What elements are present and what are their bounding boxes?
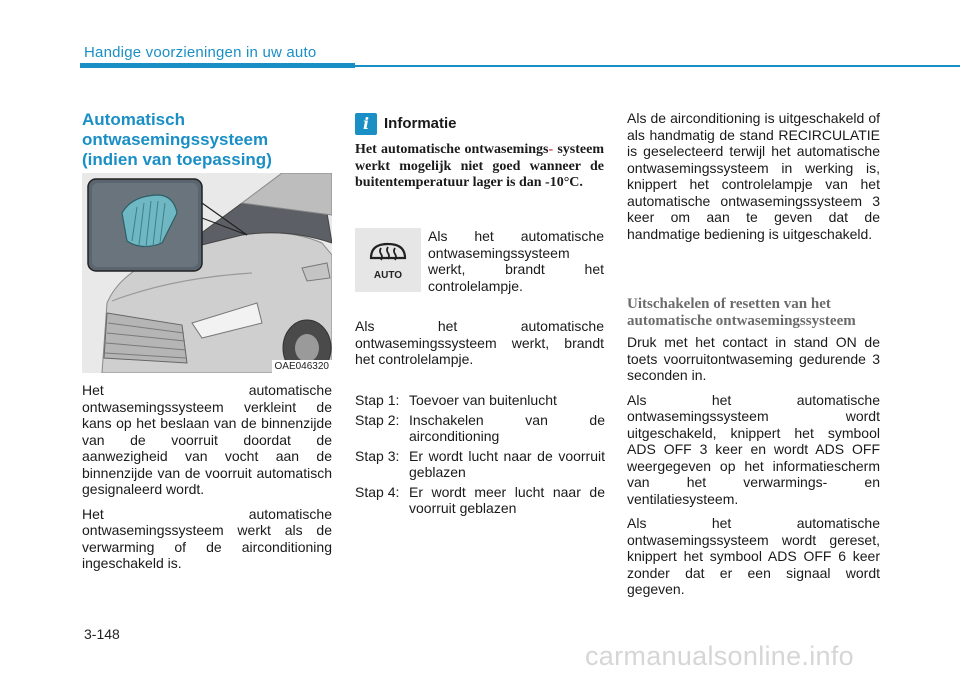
- info-hyphen: -: [548, 142, 554, 157]
- step-text: Toevoer van buitenlucht: [409, 392, 557, 408]
- paragraph: Het automatische ontwasemingssysteem verkleint de kans op het beslaan van de binnenzijde van de voorruit doordat de aanwezigheid van vocht aan de binnenzijde van de voorruit automatisch gesignaleerd wordt.: [82, 382, 332, 497]
- step-text: Er wordt lucht naar de voorruit geblazen: [409, 447, 605, 480]
- auto-defog-icon: [355, 228, 421, 292]
- paragraph: Als het automatische ontwasemingssysteem wordt gereset, knippert het symbool ADS OFF 6 keer zonder dat er een signaal wordt gegeven.: [627, 515, 880, 597]
- section-title-line-1: Automatisch: [82, 110, 185, 129]
- auto-icon-description: Als het automatische ontwasemingssysteem werkt, brandt het controlelampje.: [428, 228, 604, 294]
- column-3-text-lower: [627, 334, 880, 606]
- column-3-text: [627, 110, 880, 250]
- header-rule-thin: [355, 65, 960, 67]
- info-body-part-2: systeem werkt mogelijk niet goed wanneer de buitentemperatuur lager is dan -10°C.: [355, 142, 604, 190]
- list-item: [355, 412, 605, 445]
- step-text: Er wordt meer lucht naar de voorruit geblazen: [409, 483, 605, 516]
- info-body: [355, 142, 604, 192]
- paragraph: Als het automatische ontwasemingssysteem werkt, brandt het controlelampje.: [355, 318, 604, 367]
- subheading: Uitschakelen of resetten van het automatische ontwasemingssysteem: [627, 296, 856, 329]
- header-title: Handige voorzieningen in uw auto: [84, 44, 317, 61]
- watermark: carmanualsonline.info: [585, 641, 854, 671]
- steps-list: [355, 392, 605, 520]
- section-title-line-3: (indien van toepassing): [82, 150, 272, 169]
- info-body-part-1: Het automatische ontwasemings: [355, 142, 549, 157]
- car-illustration: [82, 173, 332, 373]
- paragraph: Als de airconditioning is uitgeschakeld of als handmatig de stand RECIRCULATIE is geselecteerd terwijl het automatische ontwasemingssysteem in werking is, knippert het controlelampje van het automatische ontwasemingssysteem 3 keer om aan te geven dat de handmatige bediening is uitgeschakeld.: [627, 110, 880, 242]
- auto-label: AUTO: [373, 270, 403, 281]
- info-title: Informatie: [384, 115, 457, 132]
- paragraph: Als het automatische ontwasemingssysteem wordt uitgeschakeld, knippert het symbool ADS OFF 3 keer en wordt ADS OFF weergegeven op het informatiescherm van het verwarmings- en ventilatiesysteem.: [627, 391, 880, 507]
- figure-code: OAE046320: [272, 360, 333, 373]
- info-badge-icon: i: [355, 113, 377, 135]
- paragraph: Druk met het contact in stand ON de toets voorruitontwaseming gedurende 3 seconden in.: [627, 334, 880, 383]
- car-figure: [82, 173, 332, 373]
- step-label: Stap 3:: [355, 447, 400, 464]
- step-label: Stap 1:: [355, 392, 400, 408]
- page-number: 3-148: [84, 626, 120, 642]
- step-text: Inschakelen van de airconditioning: [409, 411, 605, 444]
- section-title: [82, 110, 332, 170]
- header-rule-thick: [80, 63, 355, 68]
- step-label: Stap 2:: [355, 411, 400, 428]
- step-label: Stap 4:: [355, 483, 400, 500]
- list-item: [355, 392, 605, 409]
- column-2-text: [355, 318, 604, 376]
- paragraph: Het automatische ontwasemingssysteem werkt als de verwarming of de airconditioning ingeschakeld is.: [82, 505, 332, 571]
- list-item: [355, 448, 605, 481]
- defog-symbol-icon: [355, 228, 421, 292]
- list-item: [355, 484, 605, 517]
- section-title-line-2: ontwasemingssysteem: [82, 130, 269, 149]
- column-1-text: [82, 382, 332, 580]
